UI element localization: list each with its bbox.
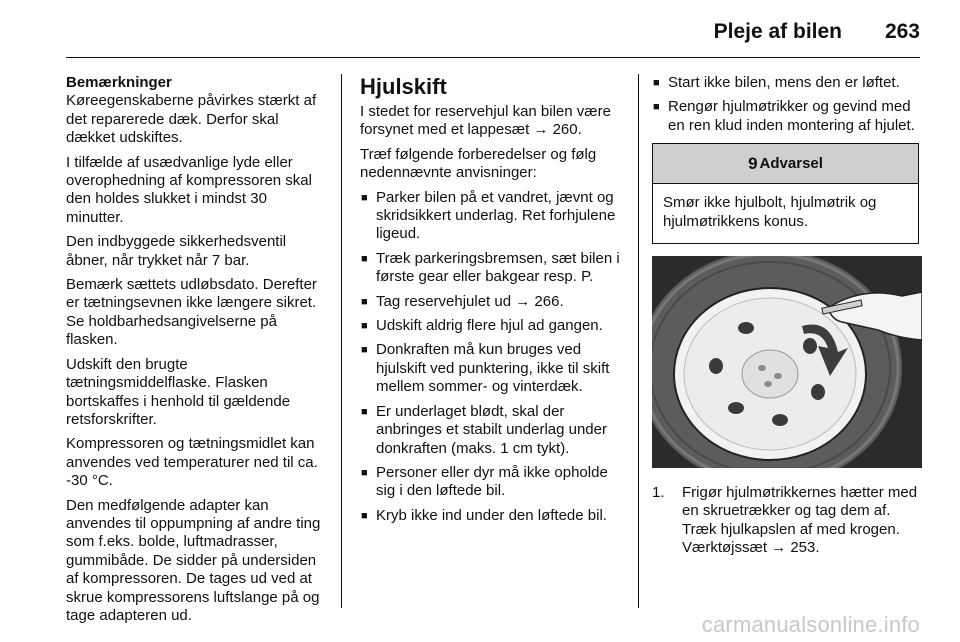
wheel-cap-illustration bbox=[652, 256, 922, 468]
page-header bbox=[0, 0, 960, 62]
step-item bbox=[652, 484, 922, 558]
instruction-item: ■ Udskift aldrig flere hjul ad gangen. bbox=[360, 317, 626, 335]
section-intro: I stedet for reservehjul kan bilen være forsynet med et lappesæt → 260. bbox=[360, 103, 611, 139]
warning-box bbox=[652, 143, 919, 244]
notes-paragraph: Den medfølgende adapter kan anvendes til oppumpning af andre ting som f.eks. bolde, luftmadrasser, gummibåde. De sidder på undersiden af kompressoren. De tages ud ved at skrue kompressorens luftslange på og tage adapteren ud. bbox=[66, 496, 321, 624]
instruction-item: ■ Donkraften må kun bruges ved hjulskift ved punktering, ikke til skift mellem sommer- og vinterdæk. bbox=[360, 341, 626, 396]
warning-header bbox=[653, 144, 918, 184]
warning-text: Smør ikke hjulbolt, hjulmøtrik og hjulmøtrikkens konus. bbox=[663, 194, 877, 230]
notes-paragraph: Den indbyggede sikkerhedsventil åbner, når trykket når 7 bar. bbox=[66, 233, 287, 269]
notes-paragraph: Kompressoren og tætningsmidlet kan anvendes ved temperaturer ned til ca. -30 °C. bbox=[66, 435, 318, 490]
instruction-list bbox=[652, 74, 922, 135]
page-title: Pleje af bilen bbox=[713, 20, 842, 43]
warning-title: Advarsel bbox=[759, 154, 823, 172]
column-divider-left bbox=[341, 74, 342, 608]
step-number: 1. bbox=[652, 484, 665, 502]
section-title: Hjulskift bbox=[360, 74, 447, 99]
header-divider bbox=[66, 57, 920, 58]
step-list bbox=[652, 484, 922, 558]
instruction-item: ■ Træk parkeringsbremsen, sæt bilen i første gear eller bakgear resp. P. bbox=[360, 250, 626, 287]
instruction-item: ■ Er underlaget blødt, skal der anbringes et stabilt underlag under donkraften (maks. 1 cm tykt). bbox=[360, 403, 626, 458]
watermark: carmanualsonline.info bbox=[701, 612, 920, 637]
column-divider-right bbox=[638, 74, 639, 608]
instruction-item: ■ Rengør hjulmøtrikker og gevind med en ren klud inden montering af hjulet. bbox=[652, 98, 922, 135]
instruction-list bbox=[360, 189, 626, 526]
column-wheel-steps bbox=[652, 74, 922, 558]
step-text: Frigør hjulmøtrikkernes hætter med en skruetrækker og tag dem af. Træk hjulkapslen af med krogen. Værktøjssæt → 253. bbox=[682, 484, 918, 557]
instruction-item: ■ Parker bilen på et vandret, jævnt og skridsikkert underlag. Ret forhjulene ligeud. bbox=[360, 189, 626, 244]
warning-icon: 9 bbox=[748, 153, 758, 173]
instruction-item: ■ Kryb ikke ind under den løftede bil. bbox=[360, 507, 626, 525]
instruction-item: ■ Personer eller dyr må ikke opholde sig i den løftede bil. bbox=[360, 464, 626, 501]
instruction-item: ■ Tag reservehjulet ud → 266. bbox=[360, 293, 626, 311]
notes-subheading: Bemærkninger bbox=[66, 74, 172, 91]
notes-paragraph: Udskift den brugte tætningsmiddelflaske. Flasken bortskaffes i henhold til gældende retsforskrifter. bbox=[66, 355, 291, 428]
notes-paragraph: Bemærk sættets udløbsdato. Derefter er tætningsevnen ikke længere sikret. Se holdbarhedsangivelserne på flasken. bbox=[66, 276, 317, 349]
wheel-illustration-svg bbox=[652, 256, 922, 468]
notes-paragraph: I tilfælde af usædvanlige lyde eller overophedning af kompressoren skal den holdes slukket i mindst 30 minutter. bbox=[66, 153, 312, 226]
notes-paragraph: Køreegenskaberne påvirkes stærkt af det reparerede dæk. Derfor skal dækket udskiftes. bbox=[66, 92, 317, 147]
column-notes bbox=[66, 74, 328, 631]
page-number: 263 bbox=[884, 20, 920, 43]
column-wheel-change bbox=[360, 74, 626, 531]
instruction-item: ■ Start ikke bilen, mens den er løftet. bbox=[652, 74, 922, 92]
section-lead: Træf følgende forberedelser og følg nedennævnte anvisninger: bbox=[360, 145, 597, 182]
